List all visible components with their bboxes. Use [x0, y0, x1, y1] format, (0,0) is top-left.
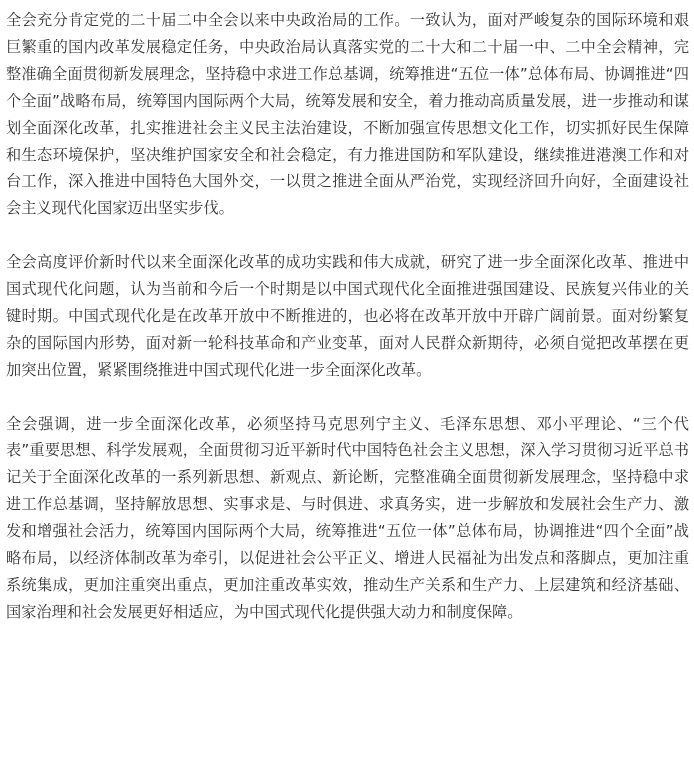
paragraph-1: 全会充分肯定党的二十届二中全会以来中央政治局的工作。一致认为，面对严峻复杂的国际环境和艰巨繁重的国内改革发展稳定任务，中央政治局认真落实党的二十大和二十届一中、二中全会精神，完整准确全面贯彻新发展理念，坚持稳中求进工作总基调，统筹推进“五位一体”总体布局、协调推进“四个全面”战略布局，统筹国内国际两个大局，统筹发展和安全，着力推动高质量发展，进一步推动和谋划全面深化改革，扎实推进社会主义民主法治建设，不断加强宣传思想文化工作，切实抓好民生保障和生态环境保护，坚决维护国家安全和社会稳定，有力推进国防和军队建设，继续推进港澳工作和对台工作，深入推进中国特色大国外交，一以贯之推进全面从严治党，实现经济回升向好，全面建设社会主义现代化国家迈出坚实步伐。 [6, 11, 689, 218]
paragraph-3: 全会强调，进一步全面深化改革，必须坚持马克思列宁主义、毛泽东思想、邓小平理论、“三个代表”重要思想、科学发展观，全面贯彻习近平新时代中国特色社会主义思想，深入学习贯彻习近平总书记关于全面深化改革的一系列新思想、新观点、新论断，完整准确全面贯彻新发展理念，坚持稳中求进工作总基调，坚持解放思想、实事求是、与时俱进、求真务实，进一步解放和发展社会生产力、激发和增强社会活力，统筹国内国际两个大局，统筹推进“五位一体”总体布局，协调推进“四个全面”战略布局，以经济体制改革为牵引，以促进社会公平正义、增进人民福祉为出发点和落脚点，更加注重系统集成，更加注重突出重点，更加注重改革实效，推动生产关系和生产力、上层建筑和经济基础、国家治理和社会发展更好相适应，为中国式现代化提供强大动力和制度保障。 [6, 414, 689, 621]
paragraph-2: 全会高度评价新时代以来全面深化改革的成功实践和伟大成就，研究了进一步全面深化改革、推进中国式现代化问题，认为当前和今后一个时期是以中国式现代化全面推进强国建设、民族复兴伟业的关键时期。中国式现代化是在改革开放中不断推进的，也必将在改革开放中开辟广阔前景。面对纷繁复杂的国际国内形势，面对新一轮科技革命和产业变革，面对人民群众新期待，必须自觉把改革摆在更加突出位置，紧紧围绕推进中国式现代化进一步全面深化改革。 [6, 253, 689, 379]
